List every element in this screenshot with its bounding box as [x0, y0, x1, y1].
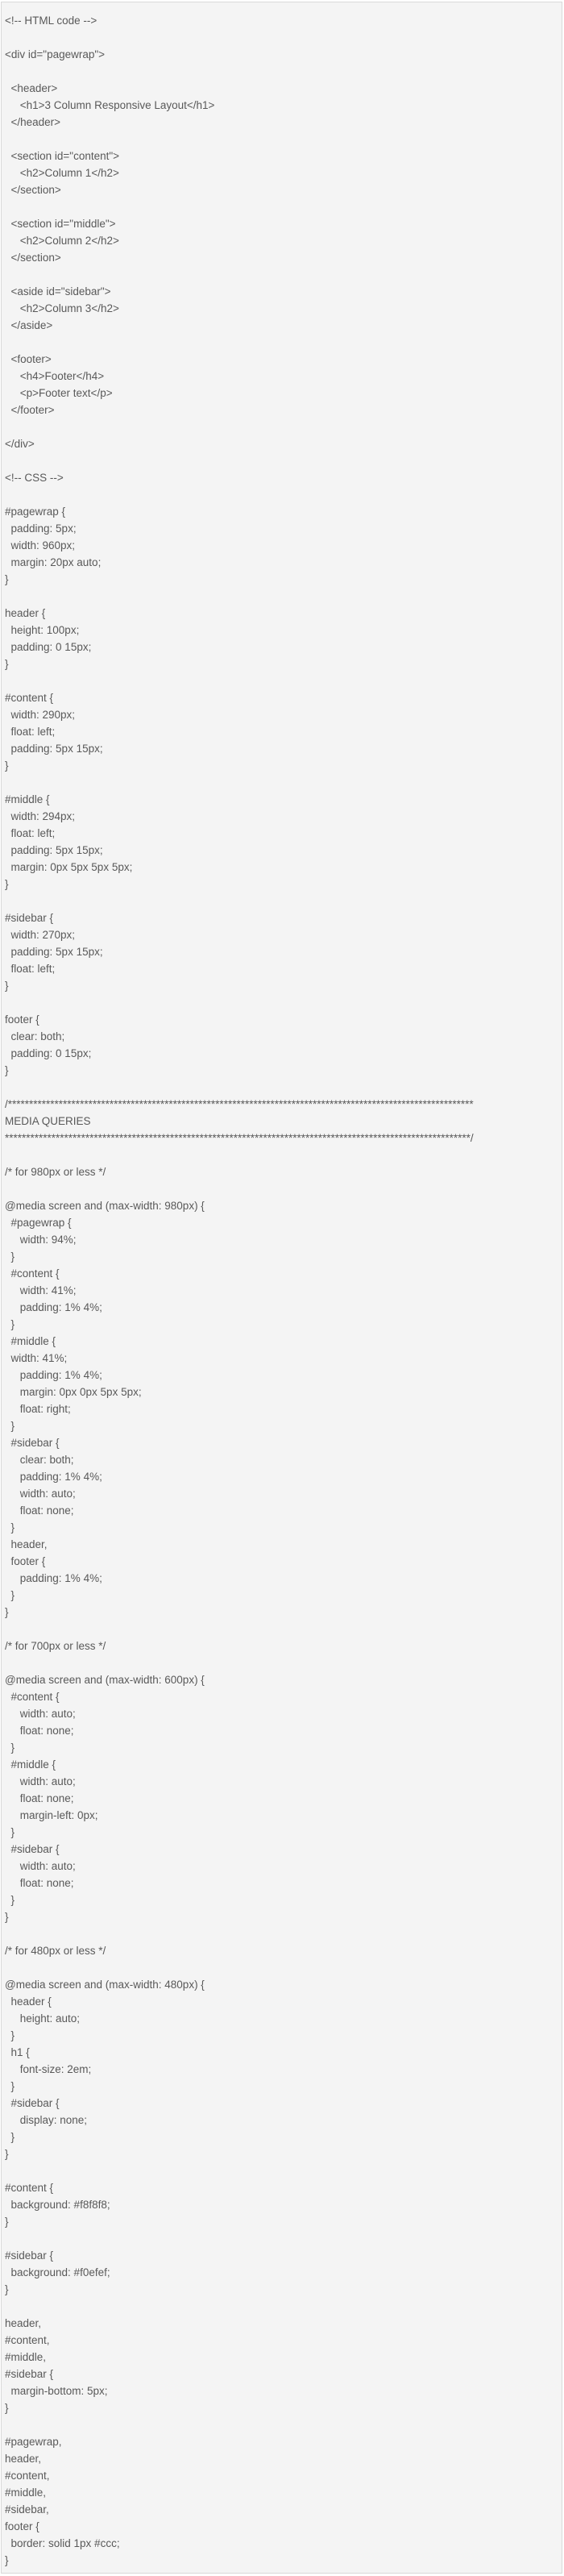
code-line — [5, 672, 562, 689]
code-line: <footer> — [5, 353, 52, 365]
code-line: width: auto; — [5, 1775, 76, 1787]
code-line: #middle, — [5, 2351, 47, 2363]
code-line: #pagewrap { — [5, 506, 66, 518]
code-line: display: none; — [5, 2114, 88, 2126]
code-line: } — [5, 1251, 15, 1263]
code-line: /* for 480px or less */ — [5, 1945, 106, 1957]
code-line: } — [5, 1911, 9, 1923]
code-line: <h2>Column 2</h2> — [5, 235, 119, 247]
code-line: float: left; — [5, 827, 56, 839]
code-line: height: auto; — [5, 2012, 81, 2025]
code-line: <header> — [5, 82, 58, 94]
code-line: footer { — [5, 2520, 39, 2532]
code-line: } — [5, 980, 9, 992]
code-line: width: 41%; — [5, 1284, 77, 1296]
code-line: } — [5, 2131, 15, 2143]
code-line: padding: 5px; — [5, 522, 77, 535]
code-line: <section id="content"> — [5, 150, 120, 162]
code-line: float: none; — [5, 1877, 74, 1889]
code-line: #middle, — [5, 2487, 47, 2499]
code-line: header { — [5, 607, 46, 619]
code-line: header, — [5, 2317, 42, 2329]
code-line: } — [5, 2148, 9, 2160]
code-line: /* for 980px or less */ — [5, 1166, 106, 1178]
code-line: **************************************************************************************************************/ — [5, 1132, 474, 1144]
code-line: float: left; — [5, 726, 56, 738]
code-line: float: none; — [5, 1725, 74, 1737]
code-line — [5, 63, 562, 80]
code-line: #pagewrap, — [5, 2436, 62, 2448]
code-line: width: 94%; — [5, 1234, 77, 1246]
code-line — [5, 893, 562, 909]
code-line — [5, 2162, 562, 2179]
code-line: width: auto; — [5, 1708, 76, 1720]
code-line — [5, 2416, 562, 2433]
code-line: padding: 1% 4%; — [5, 1471, 102, 1483]
code-line: header { — [5, 1995, 52, 2008]
code-line — [5, 1180, 562, 1197]
code-line: width: 41%; — [5, 1352, 68, 1364]
code-line: margin: 20px auto; — [5, 556, 102, 568]
code-line: margin: 0px 0px 5px 5px; — [5, 1386, 142, 1398]
code-line: #sidebar { — [5, 2097, 60, 2109]
code-line — [5, 1147, 562, 1163]
code-line: } — [5, 658, 9, 670]
code-line: float: none; — [5, 1504, 74, 1517]
code-line: margin-bottom: 5px; — [5, 2385, 108, 2397]
code-line — [5, 1925, 562, 1942]
code-line: width: auto; — [5, 1488, 76, 1500]
code-line: <div id="pagewrap"> — [5, 48, 106, 60]
code-line: background: #f0efef; — [5, 2266, 110, 2278]
code-line — [5, 266, 562, 283]
code-line — [5, 1079, 562, 1096]
code-line — [5, 2298, 562, 2315]
code-line: header, — [5, 1538, 48, 1550]
code-line: float: none; — [5, 1792, 74, 1804]
code-line: } — [5, 1742, 15, 1754]
code-line: #content { — [5, 692, 54, 704]
code-line: #sidebar { — [5, 1843, 60, 1855]
code-line — [5, 1654, 562, 1671]
code-line: } — [5, 1606, 9, 1618]
code-line — [5, 29, 562, 46]
code-line: } — [5, 878, 9, 890]
code-line — [5, 198, 562, 215]
code-line: height: 100px; — [5, 624, 80, 636]
code-line: } — [5, 2402, 9, 2414]
code-line: #middle { — [5, 1758, 56, 1771]
code-line: width: 270px; — [5, 929, 76, 941]
code-line: </section> — [5, 252, 61, 264]
code-line: </div> — [5, 438, 35, 450]
code-line: } — [5, 1894, 15, 1906]
code-line: font-size: 2em; — [5, 2063, 92, 2075]
code-line: </section> — [5, 184, 61, 196]
code-line: #sidebar { — [5, 1437, 60, 1449]
code-line: #content { — [5, 1691, 60, 1703]
code-line: MEDIA QUERIES — [5, 1115, 91, 1127]
code-line: <h2>Column 3</h2> — [5, 302, 119, 314]
code-line: #middle { — [5, 793, 50, 805]
code-line: margin: 0px 5px 5px 5px; — [5, 861, 133, 873]
code-line: clear: both; — [5, 1454, 74, 1466]
code-line: margin-left: 0px; — [5, 1809, 98, 1821]
code-line: float: right; — [5, 1403, 71, 1415]
code-line — [5, 418, 562, 435]
code-line: } — [5, 1521, 15, 1534]
code-line: } — [5, 2029, 15, 2041]
code-line: } — [5, 1420, 15, 1432]
code-line: } — [5, 2080, 15, 2092]
code-line: #middle { — [5, 1335, 56, 1347]
code-line: } — [5, 2554, 9, 2566]
code-line — [5, 131, 562, 148]
code-line: <h4>Footer</h4> — [5, 370, 105, 382]
code-line: width: 290px; — [5, 709, 76, 721]
code-line: <section id="middle"> — [5, 218, 116, 230]
code-line — [5, 1621, 562, 1638]
code-line: padding: 1% 4%; — [5, 1572, 102, 1584]
code-line: <!-- CSS --> — [5, 472, 64, 484]
code-line: #content, — [5, 2334, 50, 2346]
code-line: } — [5, 1318, 15, 1330]
code-line: <p>Footer text</p> — [5, 387, 113, 399]
code-line: } — [5, 2216, 9, 2228]
code-line — [5, 1959, 562, 1976]
code-line: @media screen and (max-width: 480px) { — [5, 1979, 205, 1991]
code-line: @media screen and (max-width: 980px) { — [5, 1200, 205, 1212]
code-line: /************************************************************************************************************** — [5, 1098, 474, 1110]
code-line: #content { — [5, 2182, 54, 2194]
code-line — [5, 486, 562, 503]
code-line: <h1>3 Column Responsive Layout</h1> — [5, 99, 215, 111]
code-line: padding: 5px 15px; — [5, 743, 103, 755]
code-line: <!-- HTML code --> — [5, 15, 97, 27]
code-line: width: 294px; — [5, 810, 76, 822]
code-line: footer { — [5, 1555, 46, 1567]
code-line — [5, 588, 562, 605]
code-line: #sidebar { — [5, 2249, 54, 2262]
code-line — [5, 774, 562, 791]
code-line: } — [5, 2283, 9, 2295]
code-line: } — [5, 1064, 9, 1076]
code-line: width: auto; — [5, 1860, 76, 1872]
code-line: float: left; — [5, 963, 56, 975]
code-line — [5, 994, 562, 1011]
code-line — [5, 452, 562, 469]
code-line: #sidebar, — [5, 2503, 49, 2516]
code-line: } — [5, 573, 9, 585]
code-line: /* for 700px or less */ — [5, 1640, 106, 1652]
code-line: </footer> — [5, 404, 55, 416]
code-line: #content, — [5, 2470, 50, 2482]
code-line: } — [5, 1826, 15, 1838]
code-line: clear: both; — [5, 1030, 65, 1042]
code-line: background: #f8f8f8; — [5, 2199, 110, 2211]
code-line: <h2>Column 1</h2> — [5, 167, 119, 179]
code-line: h1 { — [5, 2046, 30, 2058]
code-line: padding: 0 15px; — [5, 641, 92, 653]
code-line: } — [5, 759, 9, 772]
code-line: padding: 1% 4%; — [5, 1369, 102, 1381]
code-line: #sidebar { — [5, 912, 54, 924]
code-block — [1, 2, 562, 2574]
code-line: </header> — [5, 116, 61, 128]
code-line: padding: 1% 4%; — [5, 1301, 102, 1313]
code-line: <aside id="sidebar"> — [5, 285, 111, 298]
code-line: } — [5, 1589, 15, 1601]
code-line: padding: 0 15px; — [5, 1047, 92, 1059]
code-line: border: solid 1px #ccc; — [5, 2537, 120, 2549]
code-line: #sidebar { — [5, 2368, 54, 2380]
code-line — [5, 2230, 562, 2247]
code-line: #pagewrap { — [5, 1217, 72, 1229]
code-line: padding: 5px 15px; — [5, 946, 103, 958]
code-line: header, — [5, 2453, 42, 2465]
code-line: #content { — [5, 1267, 60, 1280]
code-line: @media screen and (max-width: 600px) { — [5, 1674, 205, 1686]
code-line: </aside> — [5, 319, 53, 331]
code-line — [5, 334, 562, 351]
code-line: width: 960px; — [5, 539, 76, 551]
code-line: footer { — [5, 1013, 39, 1026]
code-line: padding: 5px 15px; — [5, 844, 103, 856]
